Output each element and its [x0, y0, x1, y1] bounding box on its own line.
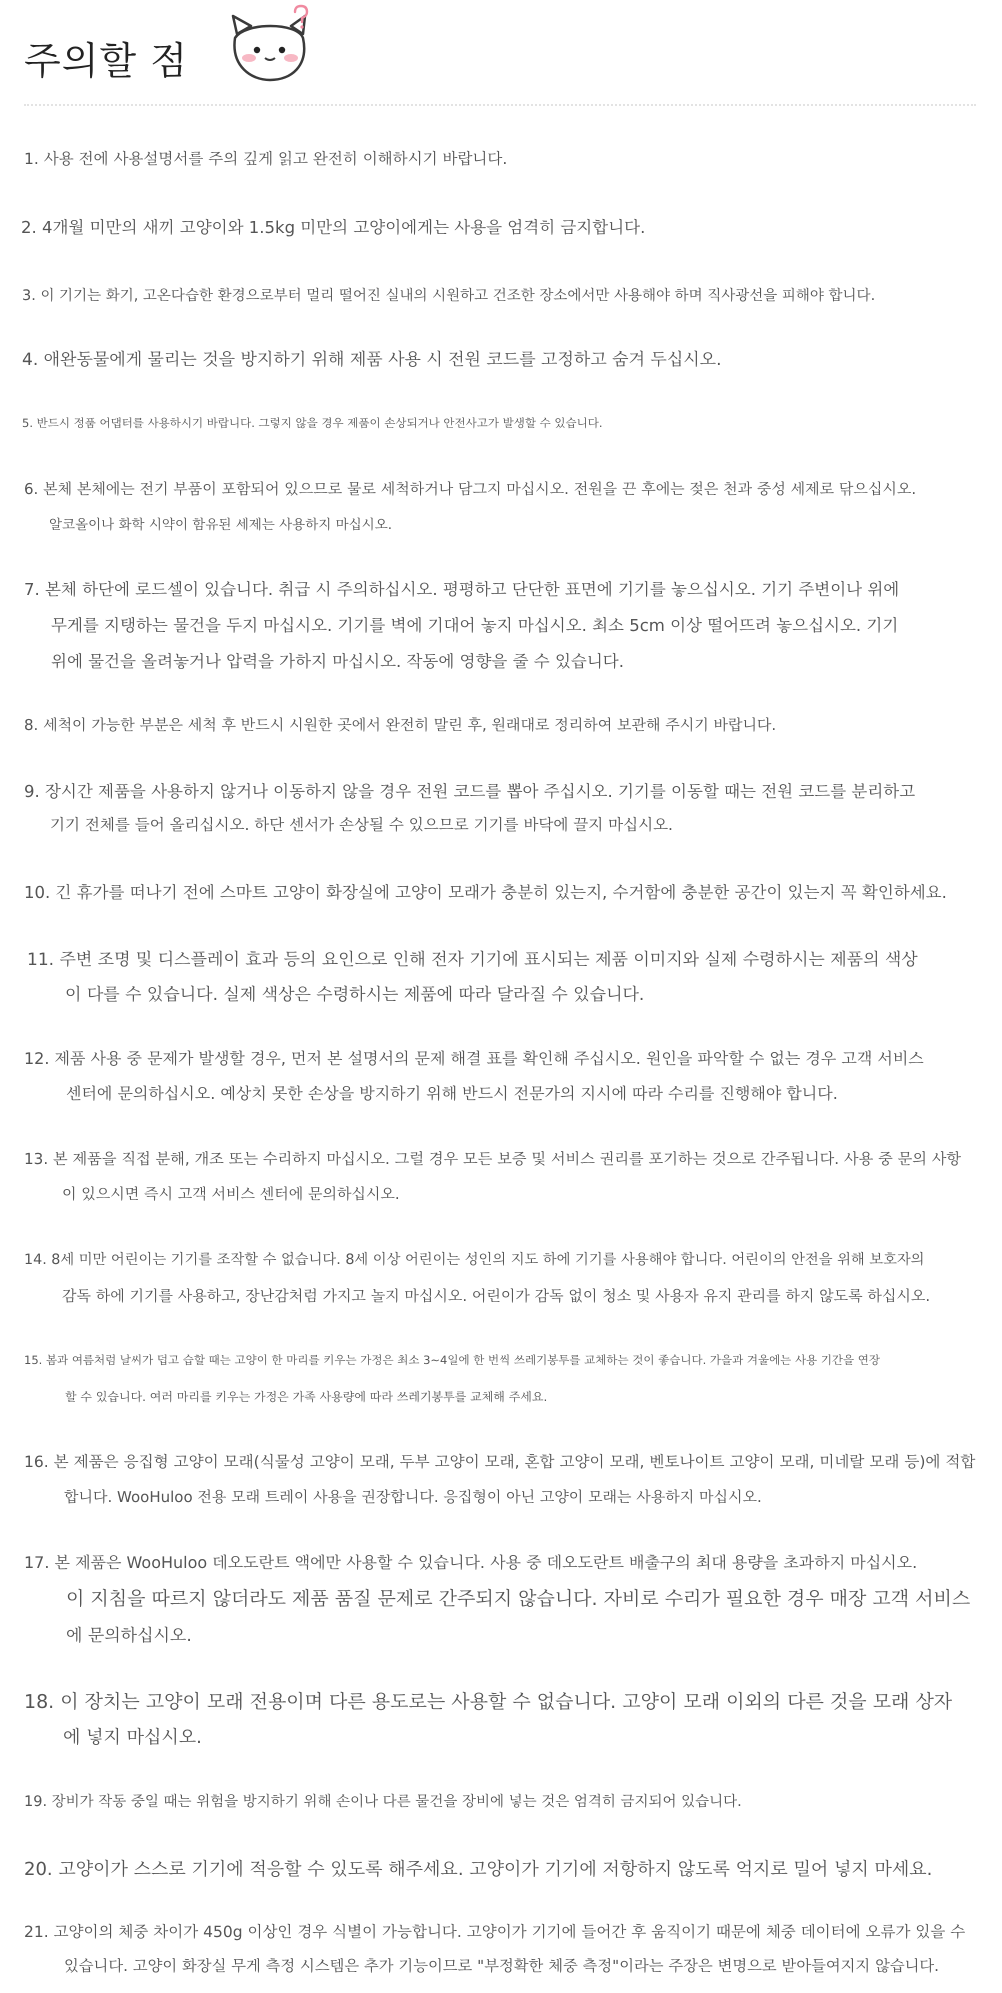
- note-text: 이 지침을 따르지 않더라도 제품 품질 문제로 간주되지 않습니다. 자비로 수리가 필요한 경우 매장 고객 서비스: [66, 1588, 971, 1610]
- note-text: 3. 이 기기는 화기, 고온다습한 환경으로부터 멀리 떨어진 실내의 시원하고 건조한 장소에서만 사용해야 하며 직사광선을 피해야 합니다.: [22, 288, 876, 304]
- note-text: 기기 전체를 들어 올리십시오. 하단 센서가 손상될 수 있으므로 기기를 바닥에 끌지 마십시오.: [50, 816, 673, 834]
- note-text: 18. 이 장치는 고양이 모래 전용이며 다른 용도로는 사용할 수 없습니다. 고양이 모래 이외의 다른 것을 모래 상자: [24, 1691, 953, 1713]
- note-text: 19. 장비가 작동 중일 때는 위험을 방지하기 위해 손이나 다른 물건을 장비에 넣는 것은 엄격히 금지되어 있습니다.: [24, 1794, 742, 1810]
- note-text: 에 넣지 마십시오.: [63, 1727, 202, 1748]
- note-text: 8. 세척이 가능한 부분은 세척 후 반드시 시원한 곳에서 완전히 말린 후, 원래대로 정리하여 보관해 주시기 바랍니다.: [24, 716, 777, 734]
- note-text: 17. 본 제품은 WooHuloo 데오도란트 액에만 사용할 수 있습니다. 사용 중 데오도란트 배출구의 최대 용량을 초과하지 마십시오.: [24, 1553, 918, 1572]
- note-text: 이 다를 수 있습니다. 실제 색상은 수령하시는 제품에 따라 달라질 수 있습니다.: [65, 985, 645, 1005]
- note-text: 센터에 문의하십시오. 예상치 못한 손상을 방지하기 위해 반드시 전문가의 지시에 따라 수리를 진행해야 합니다.: [66, 1084, 838, 1103]
- note-text: 20. 고양이가 스스로 기기에 적응할 수 있도록 해주세요. 고양이가 기기에 저항하지 않도록 억지로 밀어 넣지 마세요.: [24, 1859, 933, 1880]
- note-text: 있습니다. 고양이 화장실 무게 측정 시스템은 추가 기능이므로 "부정확한 체중 측정"이라는 주장은 변명으로 받아들여지지 않습니다.: [64, 1957, 940, 1975]
- note-text: 1. 사용 전에 사용설명서를 주의 깊게 읽고 완전히 이해하시기 바랍니다.: [24, 150, 508, 168]
- note-text: 알코올이나 화학 시약이 함유된 세제는 사용하지 마십시오.: [49, 517, 393, 533]
- note-text: 무게를 지탱하는 물건을 두지 마십시오. 기기를 벽에 기대어 놓지 마십시오. 최소 5cm 이상 떨어뜨려 놓으십시오. 기기: [51, 616, 899, 635]
- note-text: 5. 반드시 정품 어댑터를 사용하시기 바랍니다. 그렇지 않을 경우 제품이 손상되거나 안전사고가 발생할 수 있습니다.: [22, 416, 603, 430]
- note-text: 합니다. WooHuloo 전용 모래 트레이 사용을 권장합니다. 응집형이 아닌 고양이 모래는 사용하지 마십시오.: [64, 1488, 762, 1506]
- note-text: 에 문의하십시오.: [66, 1626, 192, 1646]
- page-title: 주의할 점: [24, 39, 188, 83]
- note-text: 할 수 있습니다. 여러 마리를 키우는 가정은 가족 사용량에 따라 쓰레기봉투를 교체해 주세요.: [65, 1390, 548, 1404]
- note-text: 이 있으시면 즉시 고객 서비스 센터에 문의하십시오.: [62, 1185, 400, 1203]
- note-text: 7. 본체 하단에 로드셀이 있습니다. 취급 시 주의하십시오. 평평하고 단단한 표면에 기기를 놓으십시오. 기기 주변이나 위에: [24, 580, 900, 599]
- title-divider: [24, 104, 976, 106]
- note-text: 15. 봄과 여름처럼 날씨가 덥고 습할 때는 고양이 한 마리를 키우는 가정은 최소 3~4일에 한 번씩 쓰레기봉투를 교체하는 것이 좋습니다. 가을과 겨울에는 사용 기간을 연장: [24, 1353, 881, 1367]
- confused-cat-icon: [225, 4, 315, 84]
- note-text: 16. 본 제품은 응집형 고양이 모래(식물성 고양이 모래, 두부 고양이 모래, 혼합 고양이 모래, 벤토나이트 고양이 모래, 미네랄 모래 등)에 적합: [24, 1453, 976, 1471]
- note-text: 감독 하에 기기를 사용하고, 장난감처럼 가지고 놀지 마십시오. 어린이가 감독 없이 청소 및 사용자 유지 관리를 하지 않도록 하십시오.: [62, 1287, 931, 1305]
- note-text: 2. 4개월 미만의 새끼 고양이와 1.5kg 미만의 고양이에게는 사용을 엄격히 금지합니다.: [21, 218, 646, 237]
- note-text: 10. 긴 휴가를 떠나기 전에 스마트 고양이 화장실에 고양이 모래가 충분히 있는지, 수거함에 충분한 공간이 있는지 꼭 확인하세요.: [24, 883, 947, 902]
- note-text: 6. 본체 본체에는 전기 부품이 포함되어 있으므로 물로 세척하거나 담그지 마십시오. 전원을 끈 후에는 젖은 천과 중성 세제로 닦으십시오.: [24, 480, 917, 498]
- note-text: 12. 제품 사용 중 문제가 발생할 경우, 먼저 본 설명서의 문제 해결 표를 확인해 주십시오. 원인을 파악할 수 없는 경우 고객 서비스: [24, 1049, 924, 1068]
- note-text: 11. 주변 조명 및 디스플레이 효과 등의 요인으로 인해 전자 기기에 표시되는 제품 이미지와 실제 수령하시는 제품의 색상: [27, 950, 918, 970]
- note-text: 위에 물건을 올려놓거나 압력을 가하지 마십시오. 작동에 영향을 줄 수 있습니다.: [51, 652, 624, 671]
- note-text: 4. 애완동물에게 물리는 것을 방지하기 위해 제품 사용 시 전원 코드를 고정하고 숨겨 두십시오.: [22, 350, 722, 370]
- note-text: 9. 장시간 제품을 사용하지 않거나 이동하지 않을 경우 전원 코드를 뽑아 주십시오. 기기를 이동할 때는 전원 코드를 분리하고: [24, 782, 916, 801]
- note-text: 14. 8세 미만 어린이는 기기를 조작할 수 없습니다. 8세 이상 어린이는 성인의 지도 하에 기기를 사용해야 합니다. 어린이의 안전을 위해 보호자의: [24, 1252, 925, 1268]
- note-text: 13. 본 제품을 직접 분해, 개조 또는 수리하지 마십시오. 그럴 경우 모든 보증 및 서비스 권리를 포기하는 것으로 간주됩니다. 사용 중 문의 사항: [24, 1150, 962, 1168]
- note-text: 21. 고양이의 체중 차이가 450g 이상인 경우 식별이 가능합니다. 고양이가 기기에 들어간 후 움직이기 때문에 체중 데이터에 오류가 있을 수: [24, 1923, 966, 1941]
